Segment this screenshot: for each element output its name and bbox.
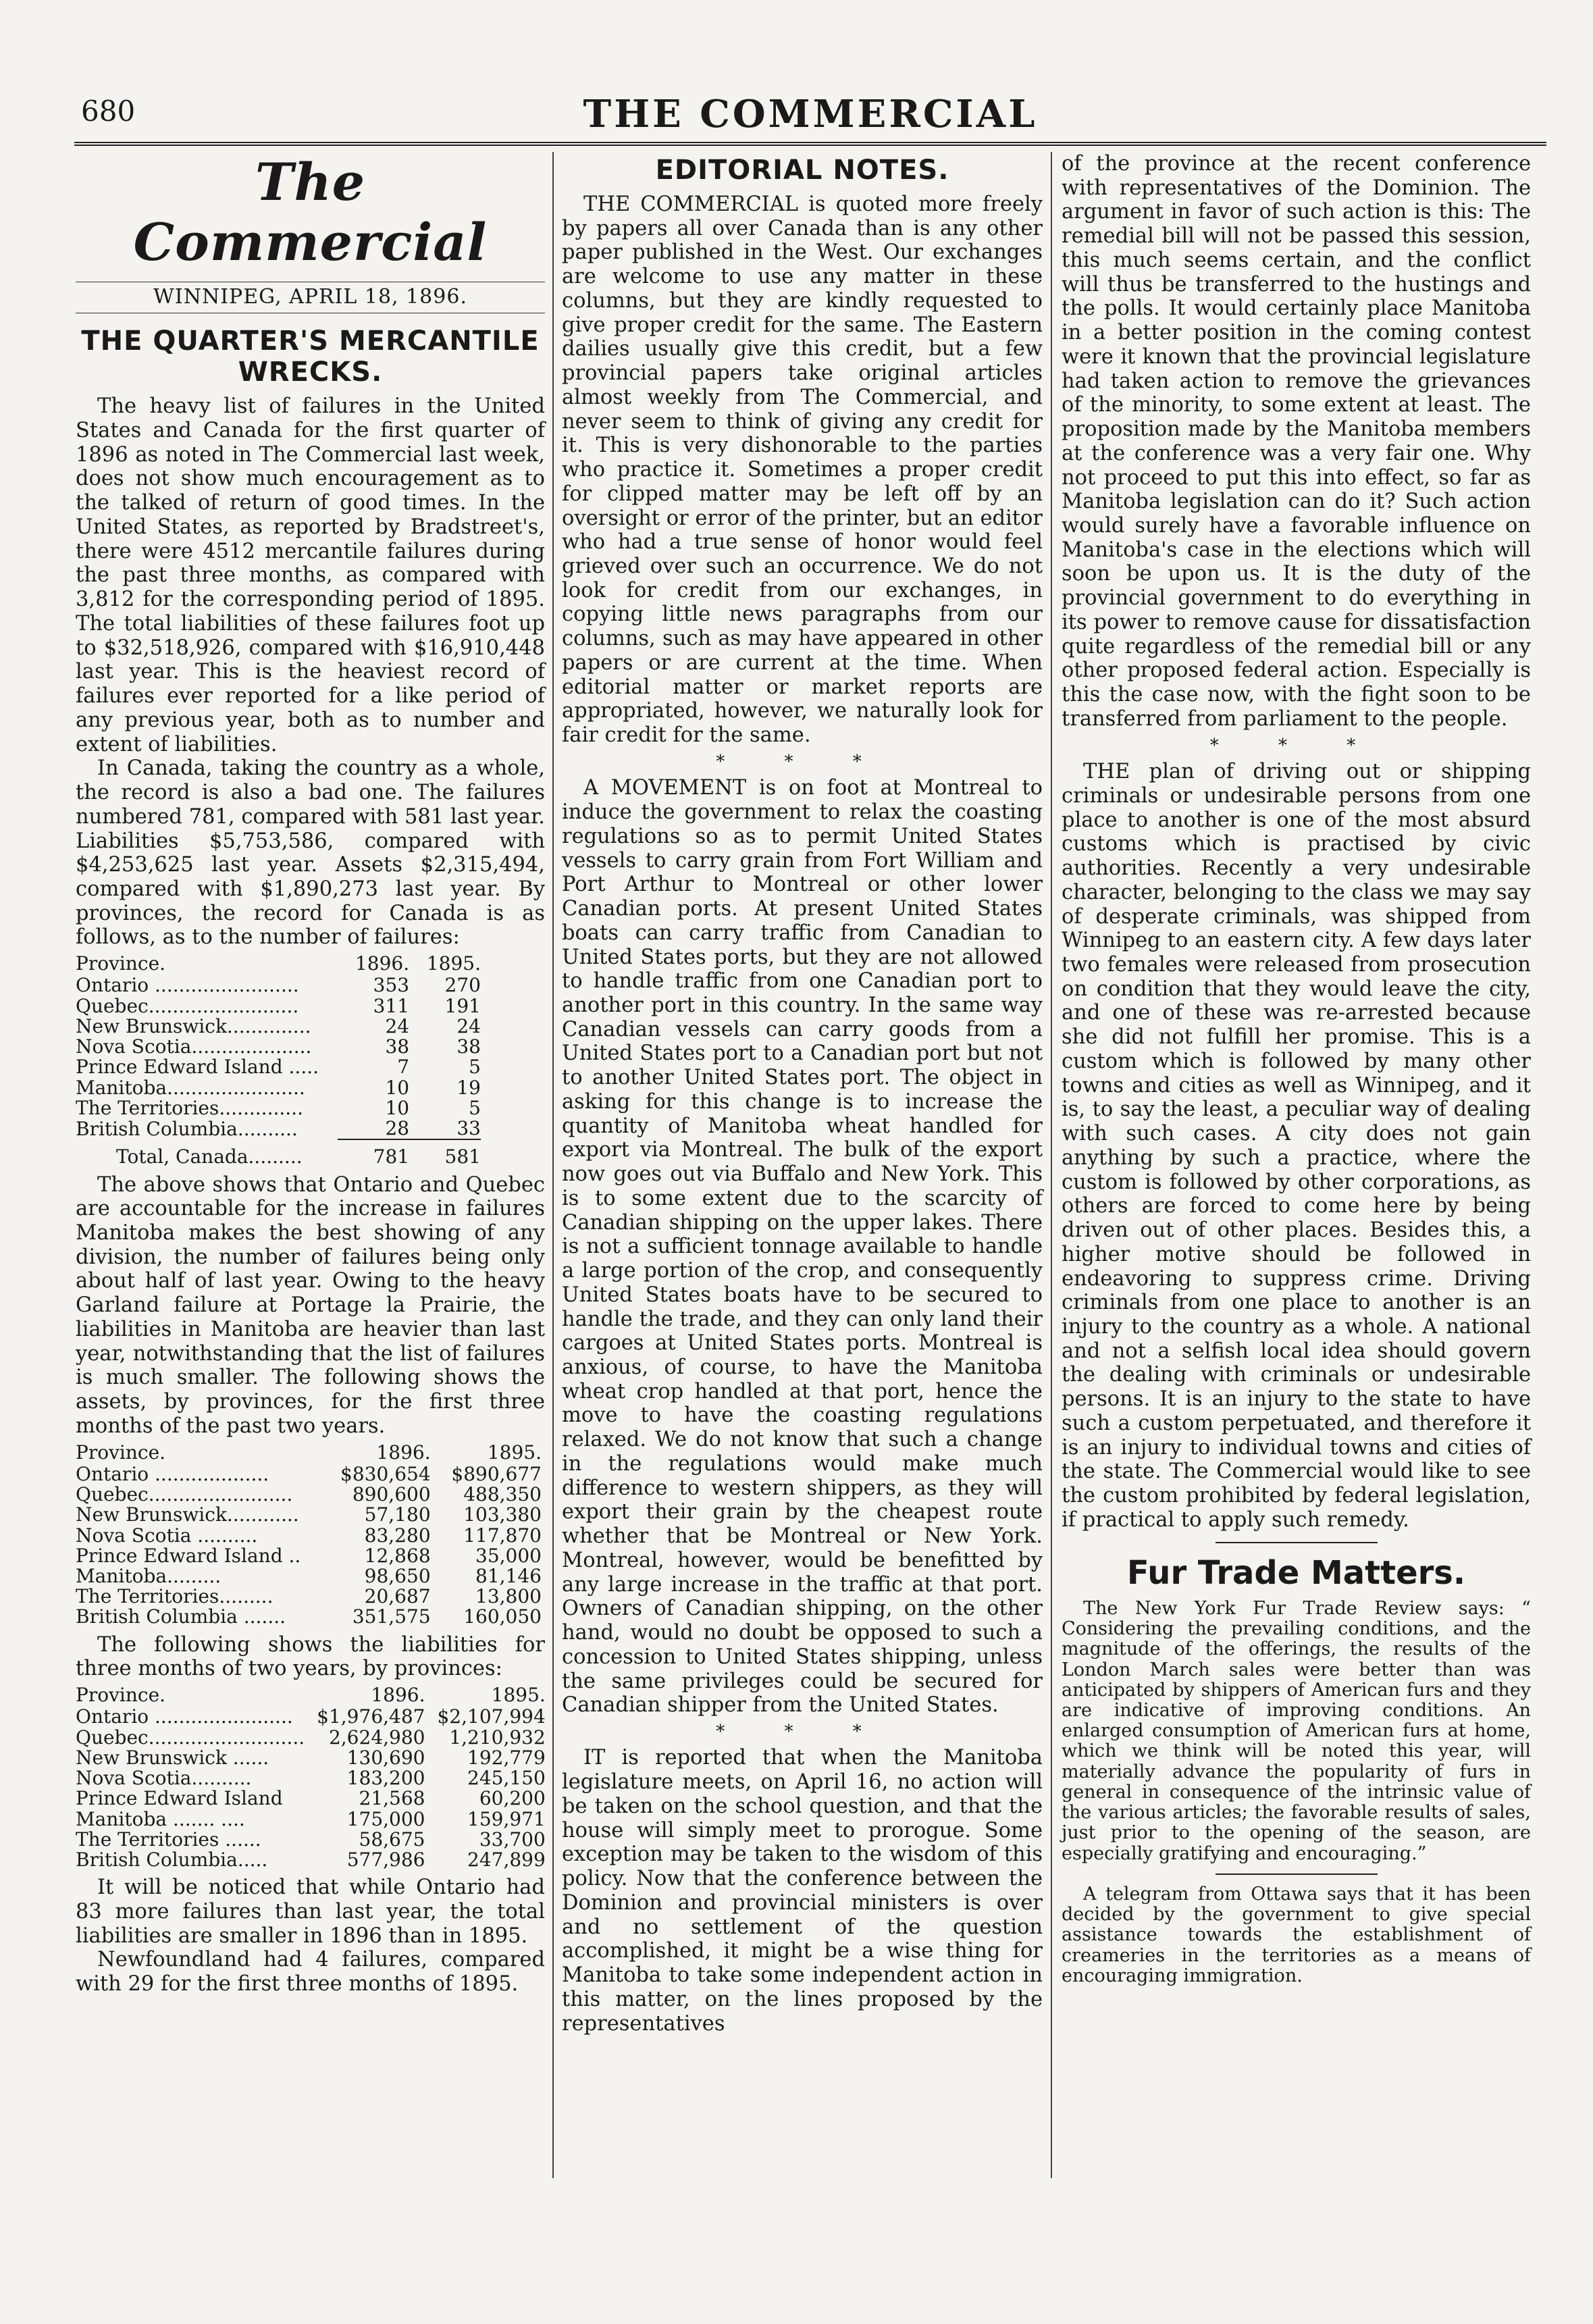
table-cell: $2,107,994 [437,1705,546,1728]
table-row [76,1057,481,1077]
table-cell: The Territories......... [76,1585,273,1608]
table-row [76,1098,481,1118]
table-cell: 160,050 [463,1605,542,1628]
page-number: 680 [81,95,136,128]
table-cell: 10 [385,1096,410,1119]
table-cell: 5 [469,1096,481,1119]
table-cell: 19 [456,1076,481,1099]
table-cell: $890,677 [451,1462,542,1485]
table-row [76,1505,542,1525]
page-header [68,81,1540,135]
table-cell: British Columbia..... [76,1849,268,1871]
table-cell: Quebec.......................... [76,1726,305,1749]
paragraph: Newfoundland had 4 failures, compared with 29 for the first three months of 1895. [76,1948,545,1996]
table-row [76,975,481,996]
table-header: 1895. [426,952,481,975]
table-cell: Ontario ........................ [76,974,299,997]
paragraph-text: plan of driving out or shipping criminals or undesirable persons from one place to another is one of the most absurd customs which is practised by civic authorities. Recently a very undesirable character, belonging to the class we may say of desperate criminals, was shipped from Winnipeg to an eastern city. A few days later two females were released from prosecution on condition that they would leave the city, and one of these was re-arrested because she did not fulfill her promise. This is a custom which is followed by many other towns and cities as well as Winnipeg, and it is, to say the least, a peculiar way of dealing with such cases. A city does not gain anything by such a practice, where the custom is followed by other corporations, as others are forced to come here by being driven out of other places. Besides this, a higher motive should be followed in endeavoring to suppress crime. Driving criminals from one place to another is an injury to the country as a whole. A national and not a selfish local idea should govern the dealing with criminals or undesirable persons. It is an injury to the state to have such a custom perpetuated, and therefore it is an injury to individual towns and cities of the state. The Commercial would like to see the custom prohibited by federal legislation, if practical to apply such remedy. [1062,760,1531,1532]
table-row [76,1037,481,1057]
table-cell: 781 [338,1139,409,1167]
lead-in: A MOVEMENT [583,776,747,800]
table-cell: Prince Edward Island .. [76,1544,301,1567]
paragraph-text: is reported that when the Manitoba legislature meets, on April 16, no action will be taken on the school question, and that the house will simply meet to prorogue. Some exception may be taken to the wisdom of this policy. Now that the conference between the Dominion and provincial ministers is over and no settlement of the question accomplished, it might be a wise thing for Manitoba to take some independent action in this matter, on the lines proposed by the representatives [562,1746,1043,2036]
table-row [76,1830,546,1850]
table-cell: 7 [397,1056,410,1079]
table-cell: 2,624,980 [328,1726,425,1749]
table-cell: 10 [385,1076,410,1099]
editorial-headline: EDITORIAL NOTES. [655,155,949,186]
table-cell: $1,976,487 [317,1705,425,1728]
lead-in: THE COMMERCIAL [583,192,798,216]
table-cell: New Brunswick ...... [76,1746,269,1769]
table-cell: Total, Canada......... [116,1145,303,1168]
table-cell: Ontario ....................... [76,1705,293,1728]
table-cell: 57,180 [364,1503,431,1526]
section-rule [1216,1874,1378,1875]
paragraph: The heavy list of failures in the United States and Canada for the first quarter of 1896 as noted in The Commercial last week, does not show much encouragement as to the talked of return of good times. In the United States, as reported by Bradstreet's, there were 4512 mercantile failures during the past three months, as compared with 3,812 for the corresponding period of 1895. The total liabilities of these failures foot up to $32,518,926, compared with $16,910,448 last year. This is the heaviest record of failures ever reported for a like period of any previous year, both as to number and extent of liabilities. [76,394,545,756]
paragraph: The New York Fur Trade Review says: “ Considering the prevailing conditions, and the magnitude of the offerings, the results of the London March sales were better than was anticipated by shippers of American furs and they are indicative of improving conditions. An enlarged consumption of American furs at home, which we think will be noted this year, will materially advance the popularity of furs in general in consequence of the intrinsic value of the various articles; the favorable results of sales, just prior to the opening of the season, are especially gratifying and encouraging.” [1062,1597,1531,1864]
table-cell: British Columbia ....... [76,1605,286,1628]
table-row [76,1464,542,1484]
table-row [76,1607,542,1627]
table-cell: Ontario ................... [76,1462,269,1485]
table-cell: 191 [444,994,481,1017]
table-row [76,1707,546,1727]
header-rule [74,142,1546,146]
table-cell: Nova Scotia.................... [76,1035,312,1058]
column-1 [76,152,545,1996]
table-cell: Nova Scotia .......... [76,1524,258,1547]
table-total-row [76,1139,481,1167]
table-cell: 311 [373,994,410,1017]
table-cell: 33,700 [479,1828,546,1851]
table-cell: Manitoba....................... [76,1076,305,1099]
paragraph: The following shows the liabilities for three months of two years, by provinces: [76,1632,545,1681]
table-row [76,1748,546,1768]
table-cell: 247,899 [467,1849,546,1871]
table-cell: New Brunswick............ [76,1503,299,1526]
table-cell: Manitoba ....... .... [76,1807,245,1830]
table-cell: 353 [373,974,410,997]
table-header: Province. [76,952,166,975]
paragraph: It will be noticed that while Ontario had 83 more failures than last year, the total liabilities are smaller in 1896 than in 1895. [76,1876,545,1948]
table-cell: 159,971 [467,1807,546,1830]
table-cell: 98,650 [364,1565,431,1587]
table-cell: 175,000 [346,1807,425,1830]
column-divider-1 [552,152,554,2178]
table-header-row [76,1685,546,1707]
column-divider-2 [1051,152,1052,2178]
section-stars: * * * [716,1722,889,1742]
table-row [76,1788,546,1809]
table-cell: 245,150 [467,1767,546,1790]
fur-trade-headline: Fur Trade Matters. [1126,1553,1466,1592]
table-row [76,1566,542,1586]
table-cell: Quebec........................ [76,1483,293,1506]
table-cell: 488,350 [463,1483,542,1506]
paragraph: In Canada, taking the country as a whole, the record is also a bad one. The failures numbered 781, compared with 581 last year. Liabilities $5,753,586, compared with $4,253,625 last year. Assets $2,315,494, compared with $1,890,273 last year. By provinces, the record for Canada is as follows, as to the number of failures: [76,756,545,950]
table-cell: $830,654 [340,1462,431,1485]
table-cell: 13,800 [475,1585,542,1608]
failures-table [76,954,481,1167]
table-cell: The Territories.............. [76,1096,303,1119]
table-cell: Quebec......................... [76,994,299,1017]
table-header: 1896. [376,1441,431,1464]
table-cell: 183,200 [346,1767,425,1790]
table-header: 1895. [487,1441,542,1464]
table-cell: 117,870 [463,1524,542,1547]
table-cell: 103,380 [463,1503,542,1526]
liabilities-table [76,1685,546,1870]
paper-title: The Commercial [133,152,488,273]
table-header-row [76,954,481,975]
table-cell: 83,280 [364,1524,431,1547]
assets-table [76,1443,542,1628]
column-3 [1062,152,1531,1986]
section-rule [1216,1542,1378,1543]
column-2 [562,152,1043,2036]
table-row [76,996,481,1016]
table-cell: 24 [385,1014,410,1037]
paragraph-text: is on foot at Montreal to induce the government to relax the coasting regulations so as to permit United States vessels to carry grain from Fort William and Port Arthur to Montreal or other lower Canadian ports. At present United States boats can carry traffic from Canadian to United States ports, but they are not allowed to handle traffic from one Canadian port to another port in this country. In the same way Canadian vessels can carry goods from a United States port to a Canadian port but not to another United States port. The object in asking for this change is to increase the quantity of Manitoba wheat handled for export via Montreal. The bulk of the export now goes out via Buffalo and New York. This is to some extent due to the scarcity of Canadian shipping on the upper lakes. There is not a sufficient tonnage available to handle a large portion of the crop, and consequently United States boats have to be secured to handle the trade, and they can only land their cargoes at United States ports. Montreal is anxious, of course, to have the Manitoba wheat crop handled at that port, hence the move to have the coasting regulations relaxed. We do not know that such a change in the regulations would make much difference to western shippers, as they will export their grain by the cheapest route whether that be Montreal or New York. Montreal, however, would be benefitted by any large increase in the traffic at that port. Owners of Canadian shipping, on the other hand, would no doubt be opposed to such a concession to United States shipping, unless the same privileges could be secured for Canadian shipper from the United States. [562,776,1043,1718]
dateline: WINNIPEG, APRIL 18, 1896. [76,282,545,313]
table-cell: 24 [456,1014,481,1037]
table-cell: British Columbia.......... [76,1117,298,1140]
table-cell: New Brunswick.............. [76,1014,311,1037]
table-header: Province. [76,1684,166,1707]
lead-in: THE [1083,760,1130,784]
table-cell: 130,690 [346,1746,425,1769]
table-row [76,1546,542,1566]
paragraph-text: is quoted more freely by papers all over Canada than is any other paper published in the West. Our exchanges are welcome to use any matter in these columns, but they are kindly requested to give proper credit for the same. The Eastern dailies usually give this credit, but a few provincial papers take original articles almost weekly from The Commercial, and never seem to think of giving any credit for it. This is very dishonorable to the parties who practice it. Sometimes a proper credit for clipped matter may be left off by an oversight or error of the printer, but an editor who had a true sense of honor would feel grieved over such an occurrence. We do not look for credit from our exchanges, in copying little news paragraphs from our columns, such as may have appeared in other papers or are current at the time. When editorial matter or market reports are appropriated, however, we naturally look for fair credit for the same. [562,192,1043,748]
table-row [76,1526,542,1546]
section-stars: * * * [716,751,889,772]
table-row [76,1809,546,1830]
table-cell: 12,868 [364,1544,431,1567]
table-cell: 192,779 [467,1746,546,1769]
table-cell: 28 [385,1117,410,1140]
table-cell: 33 [456,1117,481,1140]
article-headline: THE QUARTER'S MERCANTILE WRECKS. [81,326,540,388]
table-cell: 60,200 [479,1787,546,1810]
table-cell: 890,600 [352,1483,431,1506]
section-stars: * * * [1209,735,1383,756]
table-cell: 35,000 [475,1544,542,1567]
table-header-row [76,1443,542,1464]
paragraph [562,776,1043,1718]
table-cell: 581 [409,1139,481,1167]
paragraph [562,192,1043,748]
table-row [76,1850,546,1870]
table-row [76,1728,546,1748]
table-row [76,1484,542,1505]
table-cell: 58,675 [359,1828,425,1851]
table-cell: Prince Edward Island [76,1787,283,1810]
table-cell: 20,687 [364,1585,431,1608]
table-row [76,1768,546,1788]
table-cell: 1,210,932 [449,1726,546,1749]
paragraph: of the province at the recent conference with representatives of the Dominion. The argument in favor of such action is this: The remedial bill will not be passed this session, this much seems certain, and the conflict will thus be transferred to the hustings and the polls. It would certainly place Manitoba in a better position in the coming contest were it known that the provincial legislature had taken action to remove the grievances of the minority, to some extent at least. The proposition made by the Manitoba members at the conference was a very fair one. Why not proceed to put this into effect, so far as Manitoba legislation can do it? Such action would surely have a favorable influence on Manitoba's case in the elections which will soon be upon us. It is the duty of the provincial government to do everything in its power to remove cause for dissatisfaction quite regardless of the remedial bill or any other proposed federal action. Especially is this the case now, with the fight soon to be transferred from parliament to the people. [1062,152,1531,731]
table-cell: 38 [456,1035,481,1058]
table-row [76,1016,481,1037]
table-cell: The Territories ...... [76,1828,261,1851]
table-row [76,1586,542,1607]
paragraph [1062,760,1531,1532]
masthead: THE COMMERCIAL [583,92,1038,136]
table-header: 1896. [371,1684,425,1707]
table-cell: 38 [385,1035,410,1058]
table-header: Province. [76,1441,166,1464]
table-cell: 351,575 [352,1605,431,1628]
table-header: 1895. [491,1684,546,1707]
table-cell: Prince Edward Island ..... [76,1056,319,1079]
table-cell: 21,568 [359,1787,425,1810]
paragraph: The above shows that Ontario and Quebec are accountable for the increase in failures Manitoba makes the best showing of any division, the number of failures being only about half of last year. Owing to the heavy Garland failure at Portage la Prairie, the liabilities in Manitoba are heavier than last year, notwithstanding that the list of failures is much smaller. The following shows the assets, by provinces, for the first three months of the past two years. [76,1172,545,1438]
paragraph: A telegram from Ottawa says that it has been decided by the government to give special assistance towards the establishment of creameries in the territories as a means of encouraging immigration. [1062,1883,1531,1986]
lead-in: IT [583,1746,606,1770]
table-cell: 577,986 [346,1849,425,1871]
table-cell: Manitoba......... [76,1565,221,1587]
table-cell: 270 [444,974,481,997]
table-cell: Nova Scotia.......... [76,1767,252,1790]
table-row [76,1118,481,1139]
table-cell: 81,146 [475,1565,542,1587]
table-row [76,1078,481,1098]
table-header: 1896. [355,952,410,975]
paragraph [562,1746,1043,2036]
table-cell: 5 [469,1056,481,1079]
